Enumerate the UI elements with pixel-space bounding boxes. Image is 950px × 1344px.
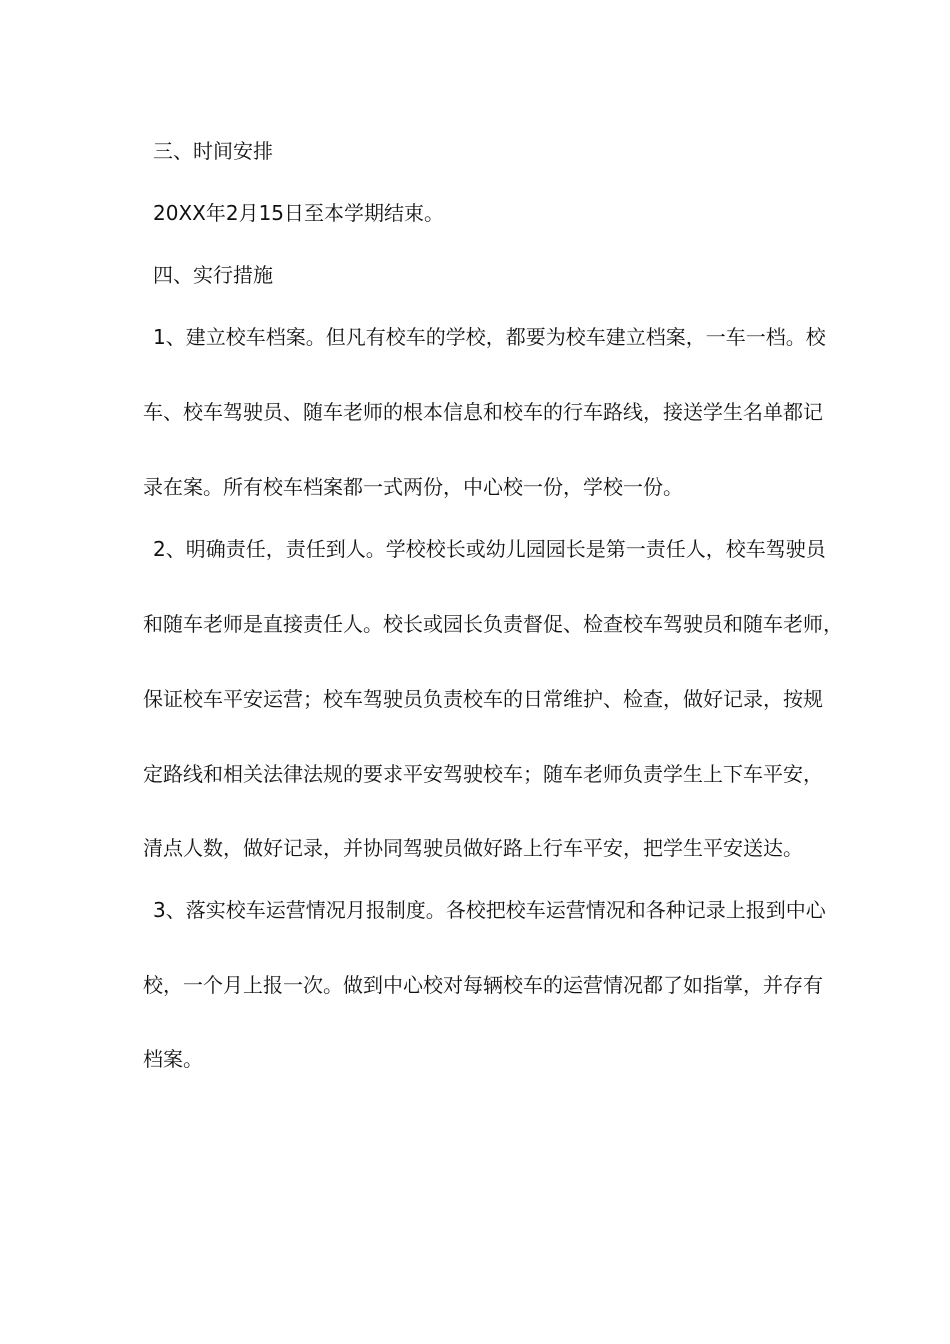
item-1-line-3: 录在案。所有校车档案都一式两份，中心校一份，学校一份。	[143, 475, 683, 499]
item-2-line-1: 2、明确责任，责任到人。学校校长或幼儿园园长是第一责任人，校车驾驶员	[153, 537, 826, 561]
section-3-heading: 三、时间安排	[153, 139, 273, 163]
item-3-line-3: 档案。	[143, 1047, 203, 1071]
item-2-line-3: 保证校车平安运营；校车驾驶员负责校车的日常维护、检查，做好记录，按规	[143, 687, 823, 711]
item-2-line-5: 清点人数，做好记录，并协同驾驶员做好路上行车平安，把学生平安送达。	[143, 836, 803, 860]
item-1-line-1: 1、建立校车档案。但凡有校车的学校，都要为校车建立档案，一车一档。校	[153, 325, 826, 349]
item-2-line-4: 定路线和相关法律法规的要求平安驾驶校车；随车老师负责学生上下车平安，	[143, 762, 823, 786]
section-3-body: 20XX年2月15日至本学期结束。	[153, 201, 445, 225]
item-3-line-2: 校，一个月上报一次。做到中心校对每辆校车的运营情况都了如指掌，并存有	[143, 973, 823, 997]
item-3-line-1: 3、落实校车运营情况月报制度。各校把校车运营情况和各种记录上报到中心	[153, 898, 826, 922]
item-1-line-2: 车、校车驾驶员、随车老师的根本信息和校车的行车路线，接送学生名单都记	[143, 400, 823, 424]
section-4-heading: 四、实行措施	[153, 263, 273, 287]
item-2-line-2: 和随车老师是直接责任人。校长或园长负责督促、检查校车驾驶员和随车老师，	[143, 612, 843, 636]
